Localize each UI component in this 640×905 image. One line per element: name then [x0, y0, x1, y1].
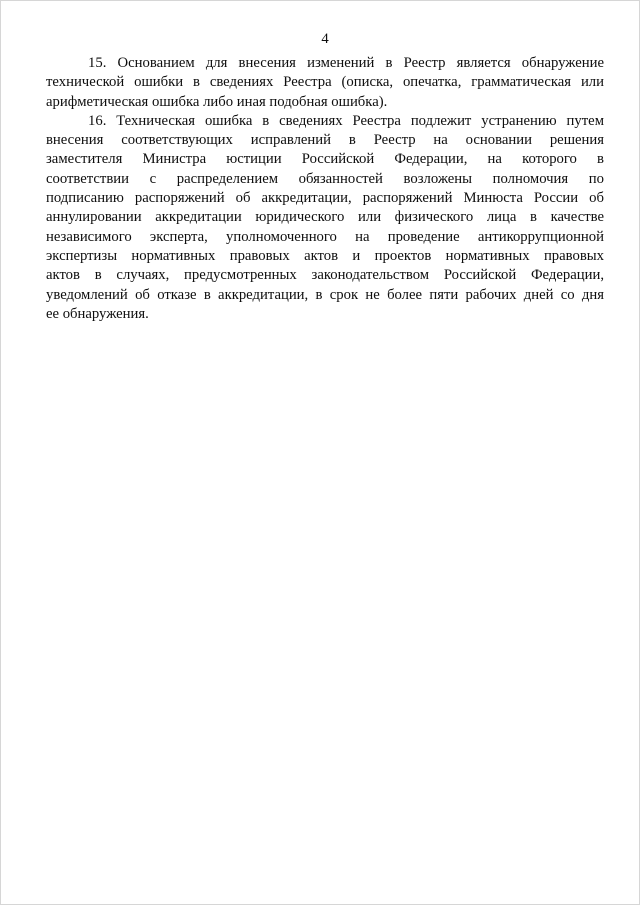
text-line: заместителя Министра юстиции Российской Федерации, на которого в [46, 151, 604, 168]
text-line: внесения соответствующих исправлений в Реестр на основании решения [46, 132, 604, 149]
text-line: уведомлений об отказе в аккредитации, в срок не более пяти рабочих дней со дня [46, 286, 604, 303]
text-line: подписанию распоряжений об аккредитации, распоряжений Минюста России об [46, 190, 604, 207]
text-line: 15. Основанием для внесения изменений в Реестр является обнаружение [88, 55, 604, 71]
text-line: соответствии с распределением обязанностей возложены полномочия по [46, 170, 604, 187]
text-line: актов в случаях, предусмотренных законодательством Российской Федерации, [46, 267, 604, 284]
paragraph-15 [46, 54, 604, 112]
text-line: ее обнаружения. [46, 305, 149, 322]
text-line: технической ошибки в сведениях Реестра (описка, опечатка, грамматическая или [46, 74, 604, 91]
text-line: аннулировании аккредитации юридического или физического лица в качестве [46, 209, 604, 226]
document-body [46, 54, 604, 324]
paragraph-16 [46, 112, 604, 324]
text-line: экспертизы нормативных правовых актов и проектов нормативных правовых [46, 247, 604, 264]
text-line: 16. Техническая ошибка в сведениях Реестра подлежит устранению путем [88, 112, 604, 129]
page-number: 4 [321, 31, 329, 47]
text-line: арифметическая ошибка либо иная подобная ошибка). [46, 93, 388, 110]
text-line: независимого эксперта, уполномоченного на проведение антикоррупционной [46, 228, 604, 245]
